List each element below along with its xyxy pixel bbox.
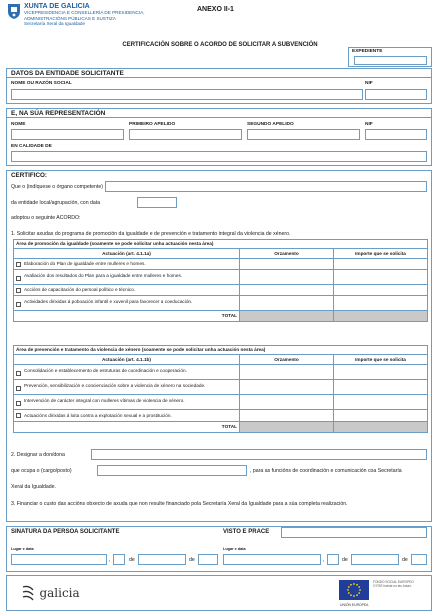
table-row	[14, 395, 428, 410]
year-right-input[interactable]	[411, 554, 427, 565]
area2-title: Área de prevención e tratamento da violencia de xénero (soamente se pode solicitar unha actuación nesta área)	[14, 346, 428, 355]
page-title: CERTIFICACIÓN SOBRE O ACORDO DE SOLICITAR A SUBVENCIÓN	[122, 42, 318, 48]
expediente-input[interactable]	[354, 56, 427, 65]
area1-col-budget: Orzamento	[240, 249, 334, 259]
rep-nif-label: NIF	[365, 122, 373, 127]
action-label: Actuacións dirixidas á loita contra a explotación sexual e a prostitución.	[24, 412, 172, 418]
xunta-logo	[7, 3, 21, 20]
checkbox[interactable]	[16, 276, 21, 281]
checkbox[interactable]	[16, 401, 21, 406]
checkbox[interactable]	[16, 413, 21, 418]
eu-union-label: UNIÓN EUROPEA	[340, 603, 369, 607]
day-right-input[interactable]	[327, 554, 339, 565]
area2-col-budget: Orzamento	[240, 355, 334, 365]
point-2-designate: 2. Designar a don/dona	[11, 452, 65, 458]
galicia-logo	[21, 584, 80, 602]
checkbox[interactable]	[16, 262, 21, 267]
budget-cell[interactable]	[240, 380, 334, 395]
budget-cell[interactable]	[240, 395, 334, 410]
galicia-wordmark: galicia	[39, 585, 80, 600]
area2-col-action: Actuación (art. 4.1.1b)	[14, 355, 240, 365]
area1-col-amount: Importe que se solicita	[334, 249, 428, 259]
segundo-apelido-label: SEGUNDO APELIDO	[247, 122, 294, 127]
footer-bar	[6, 575, 432, 611]
amount-cell[interactable]	[334, 410, 428, 422]
area1-title: Área de promoción da igualdade (soamente se pode solicitar unha actuación nesta área)	[14, 240, 428, 249]
amount-cell[interactable]	[334, 296, 428, 311]
point-1: 1. Solicitar axudas do programa de promoción da igualdade e de prevención e tratamento integral da violencia de xénero.	[11, 231, 291, 237]
segundo-apelido-input[interactable]	[247, 129, 360, 140]
representation-heading: E, NA SÚA REPRESENTACIÓN	[7, 109, 431, 118]
amount-cell[interactable]	[334, 285, 428, 296]
eu-flag	[339, 580, 369, 600]
primeiro-apelido-label: PRIMEIRO APELIDO	[129, 122, 176, 127]
adopted-text: adoptou o seguinte ACORDO:	[11, 215, 81, 221]
designate-name-input[interactable]	[91, 449, 427, 460]
annex-label: ANEXO II-1	[197, 6, 234, 13]
galicia-mark-icon	[21, 585, 35, 601]
org-dept-2: ADMINISTRACIÓNS PÚBLICAS E XUSTIZA	[24, 15, 116, 21]
amount-cell[interactable]	[334, 259, 428, 270]
action-label: Consolidación e establecemento de estruturas de coordinación e cooperación.	[24, 368, 187, 373]
area1-col-action: Actuación (art. 4.1.1a)	[14, 249, 240, 259]
org-dept-1: VICEPRESIDENCIA E CONSELLERÍA DE PRESIDENCIA,	[24, 10, 145, 15]
place-date-right-label: Lugar e data	[223, 547, 246, 551]
eu-stars-icon	[339, 580, 369, 600]
nome-label: NOME	[11, 122, 26, 127]
org-name: XUNTA DE GALICIA	[24, 3, 90, 10]
table-row	[14, 296, 428, 311]
entity-date-label: da entidade local/agrupación, con data	[11, 200, 101, 206]
action-label: Prevención, sensibilización e concienciación sobre a violencia de xénero na sociedade.	[24, 383, 206, 388]
organ-label: Que o (indíquese o órgano competente)	[11, 184, 103, 190]
organ-input[interactable]	[105, 181, 427, 192]
checkbox[interactable]	[16, 302, 21, 307]
place-right-input[interactable]	[223, 554, 321, 565]
eu-fund-text	[373, 580, 431, 588]
table-row	[14, 365, 428, 380]
entity-nif-label: NIF	[365, 81, 373, 86]
entity-name-input[interactable]	[11, 89, 363, 100]
checkbox[interactable]	[16, 288, 21, 293]
checkbox[interactable]	[16, 386, 21, 391]
signature-section: SINATURA DA PERSOA SOLICITANTE VISTO E PRACE Lugar e data , de de Lugar e data , de de	[6, 526, 432, 572]
de-label: de	[189, 557, 195, 563]
primeiro-apelido-input[interactable]	[129, 129, 242, 140]
certify-section	[6, 170, 432, 522]
xunta-shield-icon	[7, 3, 21, 20]
month-right-input[interactable]	[351, 554, 399, 565]
calidade-label: EN CALIDADE DE	[11, 144, 52, 149]
action-label: Avaliación dos resultados do Plan para a igualdade entre mulleres e homes.	[24, 273, 183, 278]
table-row	[14, 270, 428, 285]
budget-cell[interactable]	[240, 296, 334, 311]
table-row	[14, 259, 428, 270]
day-left-input[interactable]	[113, 554, 125, 565]
budget-cell[interactable]	[240, 410, 334, 422]
action-label: Actividades dirixidas á poboación infantil e xuvenil para favorecer a coeducación.	[24, 299, 193, 304]
eu-fund-motto: O FSE inviste no teu futuro	[373, 584, 412, 588]
action-label: Elaboración do Plan de igualdade entre mulleres e homes.	[24, 261, 146, 267]
table-row	[14, 380, 428, 395]
position-input[interactable]	[97, 465, 247, 476]
amount-cell[interactable]	[334, 380, 428, 395]
area2-total-amount	[334, 422, 428, 433]
entity-heading: DATOS DA ENTIDADE SOLICITANTE	[7, 69, 431, 78]
entity-date-input[interactable]	[137, 197, 177, 208]
de-label: de	[402, 557, 408, 563]
representation-section	[6, 108, 432, 166]
de-label: de	[342, 557, 348, 563]
place-left-input[interactable]	[11, 554, 107, 565]
amount-cell[interactable]	[334, 365, 428, 380]
action-label: Intervención de carácter integral con mulleres vítimas de violencia de xénero.	[24, 398, 185, 403]
area1-total-budget	[240, 311, 334, 322]
action-label: Accións de capacitación do persoal político e técnico.	[24, 287, 136, 293]
budget-cell[interactable]	[240, 365, 334, 380]
amount-cell[interactable]	[334, 395, 428, 410]
area2-col-amount: Importe que se solicita	[334, 355, 428, 365]
entity-section	[6, 68, 432, 104]
visto-prace-input[interactable]	[281, 527, 427, 538]
expediente-box	[348, 47, 432, 67]
signature-left-title: SINATURA DA PERSOA SOLICITANTE	[11, 529, 120, 535]
de-label: de	[129, 557, 135, 563]
place-date-left-label: Lugar e data	[11, 547, 34, 551]
entity-nif-input[interactable]	[365, 89, 427, 100]
calidade-input[interactable]	[11, 151, 427, 162]
point-2-functions: , para as funcións de coordinación e comunicación coa Secretaría	[250, 468, 402, 474]
entity-name-label: NOME OU RAZÓN SOCIAL	[11, 81, 72, 86]
certify-heading: CERTIFICO:	[11, 172, 48, 179]
eu-fund-name: FONDO SOCIAL EUROPEO	[373, 580, 414, 584]
area2-total-budget	[240, 422, 334, 433]
point-2-position: que ocupa o (cargo/posto)	[11, 468, 72, 474]
checkbox[interactable]	[16, 371, 21, 376]
expediente-label: EXPEDIENTE	[352, 49, 383, 54]
org-dept-3: Secretaría Xeral da Igualdade	[24, 21, 86, 26]
area2-table	[13, 345, 428, 433]
area1-total-amount	[334, 311, 428, 322]
area1-total-label: TOTAL	[14, 311, 240, 322]
area2-total-label: TOTAL	[14, 422, 240, 433]
table-row	[14, 285, 428, 296]
rep-nif-input[interactable]	[365, 129, 427, 140]
table-row	[14, 410, 428, 422]
budget-cell[interactable]	[240, 270, 334, 285]
signature-right-title: VISTO E PRACE	[223, 529, 270, 535]
nome-input[interactable]	[11, 129, 124, 140]
budget-cell[interactable]	[240, 285, 334, 296]
amount-cell[interactable]	[334, 270, 428, 285]
year-left-input[interactable]	[198, 554, 218, 565]
budget-cell[interactable]	[240, 259, 334, 270]
point-3: 3. Financiar o custo das accións obxecto de axuda que non resulte financiado pola Secretaría Xeral da Igualdade para a súa completa realización.	[11, 501, 348, 507]
point-2-secretaria: Xeral da Igualdade.	[11, 484, 56, 490]
month-left-input[interactable]	[138, 554, 186, 565]
area1-table	[13, 239, 428, 322]
